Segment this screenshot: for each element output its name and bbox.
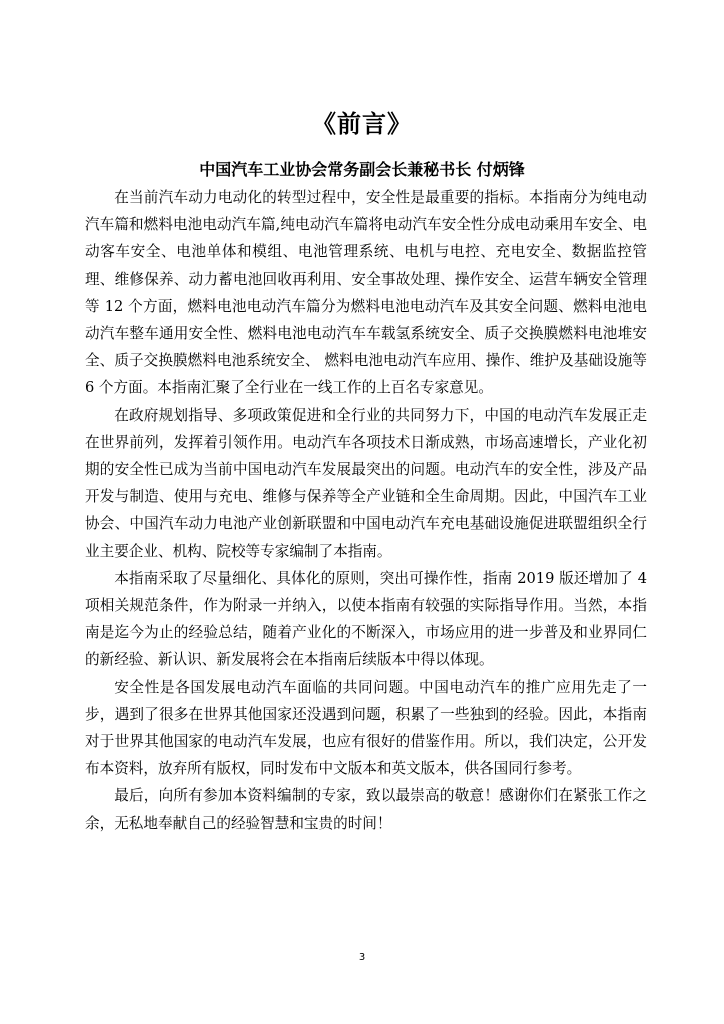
- page-number: 3: [358, 952, 366, 963]
- paragraph-4: 安全性是各国发展电动汽车面临的共同问题。中国电动汽车的推广应用先走了一步，遇到了很多在世界其他国家还没遇到问题，积累了一些独到的经验。因此，本指南对于世界其他国家的电动汽车发展，也应有很好的借鉴作用。所以，我们决定，公开发布本资料，放弃所有版权，同时发布中文版本和英文版本，供各国同行参考。: [85, 678, 647, 778]
- paragraph-1: 在当前汽车动力电动化的转型过程中，安全性是最重要的指标。本指南分为纯电动汽车篇和燃料电池电动汽车篇,纯电动汽车篇将电动汽车安全性分成电动乘用车安全、电动客车安全、电池单体和模组、电池管理系统、电机与电控、充电安全、数据监控管理、维修保养、动力蓄电池回收再利用、安全事故处理、操作安全、运营车辆安全管理等 12 个方面，燃料电池电动汽车篇分为燃料电池电动汽车及其安全问题、燃料电池电动汽车整车通用安全性、燃料电池电动汽车车载氢系统安全、质子交换膜燃料电池堆安全、质子交换膜燃料电池系统安全、 燃料电池电动汽车应用、操作、维护及基础设施等 6 个方面。本指南汇聚了全行业在一线工作的上百名专家意见。: [85, 189, 647, 397]
- paragraph-2: 在政府规划指导、多项政策促进和全行业的共同努力下，中国的电动汽车发展正走在世界前列，发挥着引领作用。电动汽车各项技术日渐成熟，市场高速增长，产业化初期的安全性已成为当前中国电动汽车发展最突出的问题。电动汽车的安全性，涉及产品开发与制造、使用与充电、维修与保养等全产业链和全生命周期。因此，中国汽车工业协会、中国汽车动力电池产业创新联盟和中国电动汽车充电基础设施促进联盟组织全行业主要企业、机构、院校等专家编制了本指南。: [85, 406, 647, 560]
- page-title: 《前言》: [312, 110, 412, 138]
- author-line: 中国汽车工业协会常务副会长兼秘书长 付炳锋: [199, 160, 525, 179]
- paragraph-3: 本指南采取了尽量细化、具体化的原则，突出可操作性，指南 2019 版还增加了 4 项相关规范条件，作为附录一并纳入，以使本指南有较强的实际指导作用。当然，本指南是迄今为止的经验总结，随着产业化的不断深入，市场应用的进一步普及和业界同仁的新经验、新认识、新发展将会在本指南后续版本中得以体现。: [85, 569, 647, 669]
- body-text: [85, 184, 647, 837]
- paragraph-5: 最后，向所有参加本资料编制的专家，致以最崇高的敬意！感谢你们在紧张工作之余，无私地奉献自己的经验智慧和宝贵的时间！: [85, 787, 647, 832]
